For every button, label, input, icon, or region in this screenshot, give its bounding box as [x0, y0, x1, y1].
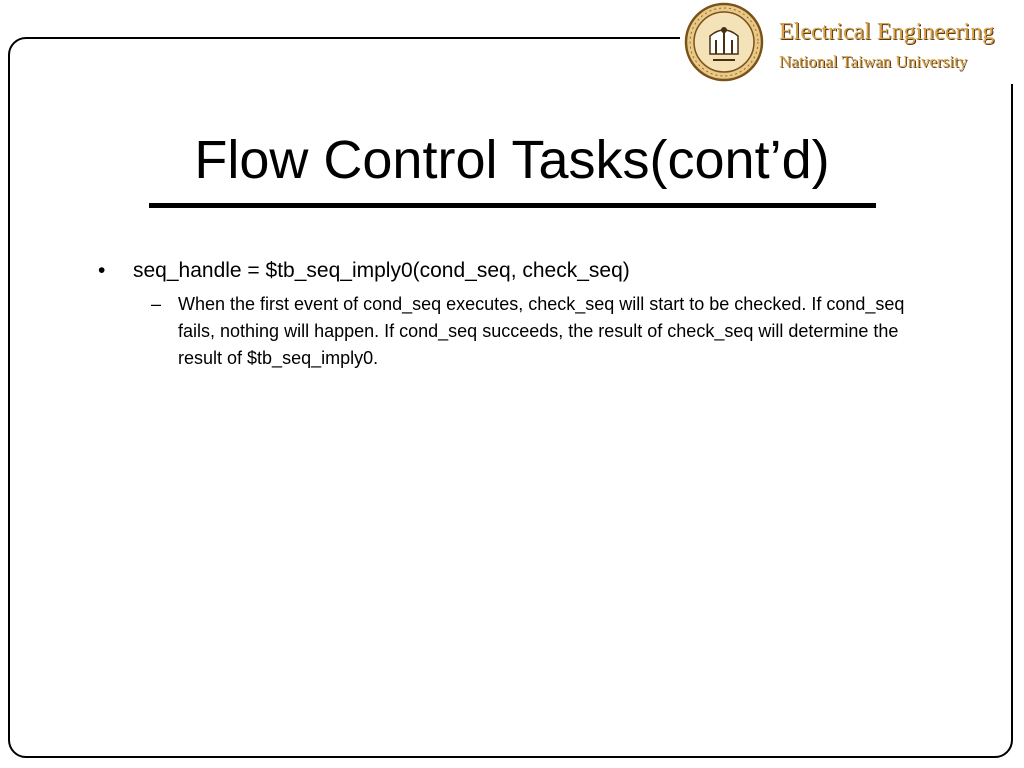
university-name: National Taiwan University — [779, 52, 968, 71]
slide-title: Flow Control Tasks(cont’d) — [194, 130, 830, 190]
sub-bullet-text: When the first event of cond_seq executes, check_seq will start to be checked. If cond_seq fails, nothing will happen. If cond_seq succeeds, the result of check_seq will determine the result of $tb_seq_imply0. — [178, 294, 905, 368]
bullet-text: seq_handle = $tb_seq_imply0(cond_seq, check_seq) — [133, 259, 630, 282]
department-name: Electrical Engineering — [779, 19, 995, 45]
university-seal-icon — [683, 2, 765, 82]
title-underline — [149, 203, 876, 208]
sub-bullet-marker: – — [151, 294, 162, 314]
bullet-marker: • — [98, 259, 106, 282]
